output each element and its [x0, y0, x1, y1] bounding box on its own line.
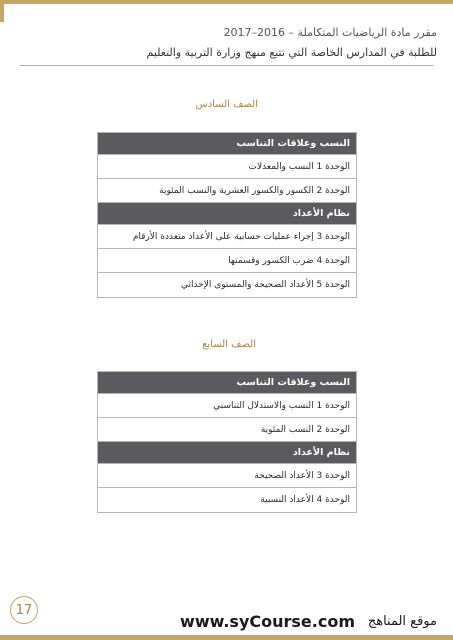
corner-decorative-mark [0, 4, 4, 22]
grade-6-heading: الصف السادس [195, 99, 258, 110]
bottom-decorative-rule [0, 635, 453, 640]
section-header-number-system: نظام الأعداد [98, 442, 356, 464]
grade-7-heading: الصف السابع [202, 339, 256, 350]
top-decorative-rule [0, 0, 453, 4]
header-divider [20, 65, 433, 66]
unit-row: الوحدة 2 النسب المئوية [98, 418, 356, 442]
unit-row: الوحدة 2 الكسور والكسور العشرية والنسب المئوية [98, 179, 356, 203]
unit-row: الوحدة 3 إجراء عمليات حسابية على الأعداد متعددة الأرقام [98, 225, 356, 249]
unit-row: الوحدة 4 الأعداد النسبية [260, 495, 350, 505]
watermark-url: www.syCourse.com [180, 612, 355, 631]
unit-row: الوحدة 4 ضرب الكسور وقسمتها [98, 249, 356, 273]
course-title: مقرر مادة الرياضيات المتكاملة – 2016–2017 [223, 26, 437, 39]
section-header-number-system: نظام الأعداد [98, 203, 356, 225]
section-header-ratios: النسب وعلاقات التناسب [98, 133, 356, 155]
unit-row: الوحدة 3 الأعداد الصحيحة [98, 464, 356, 488]
unit-row: الوحدة 5 الأعداد الصحيحة والمستوى الإحداثي [180, 280, 350, 290]
unit-row: الوحدة 1 النسب والمعدلات [98, 155, 356, 179]
watermark-site-name: موقع المناهج [367, 614, 437, 629]
grade-6-units-table [97, 132, 357, 298]
unit-row: الوحدة 1 النسب والاستدلال التناسبي [98, 394, 356, 418]
grade-7-units-table [97, 371, 357, 513]
page-number: 17 [10, 596, 38, 624]
course-subtitle: للطلبة في المدارس الخاصة التي تتبع منهج وزارة التربية والتعليم [146, 46, 437, 59]
section-header-ratios: النسب وعلاقات التناسب [98, 372, 356, 394]
